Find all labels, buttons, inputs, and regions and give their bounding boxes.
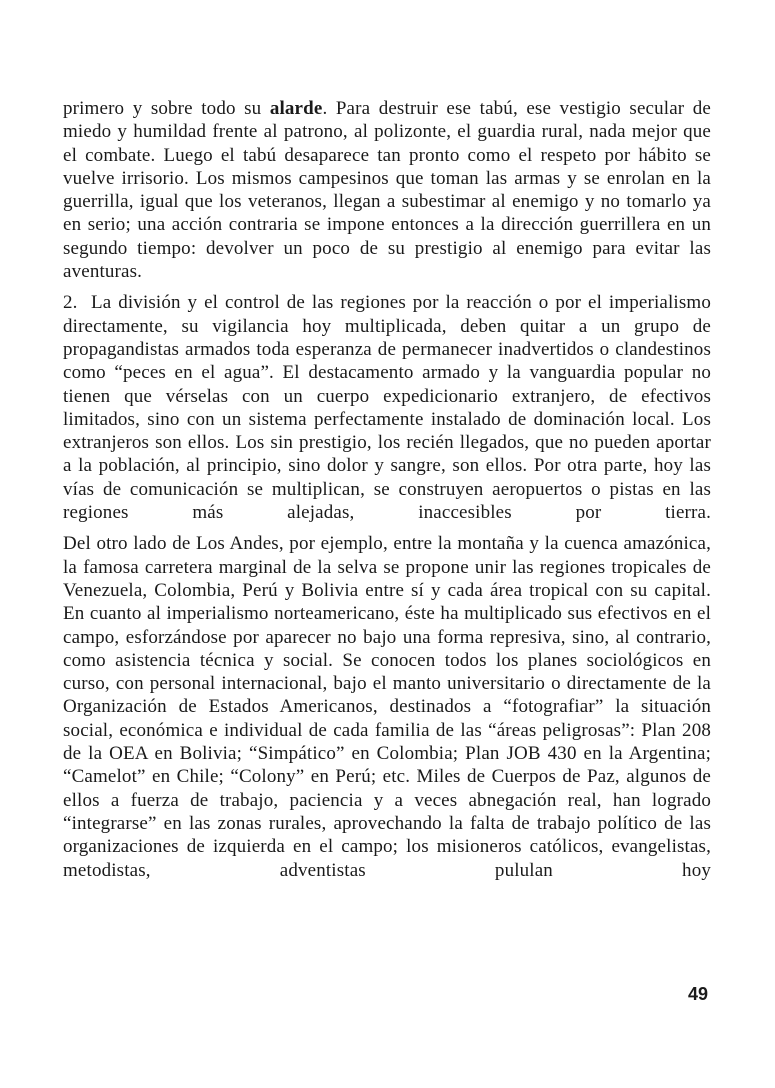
- paragraph-1-lead: primero y sobre todo su: [63, 98, 270, 119]
- paragraph-2-text: La división y el control de las regiones por la reacción o por el imperialismo directamente, su vigilancia hoy multiplicada, deben quitar a un grupo de propagandistas armados toda esperanza de permanecer inadvertidos o clandestinos como “peces en el agua”. El destacamento armado y la vanguardia popular no tienen que vérselas con un cuerpo expedicionario extranjero, de efectivos limitados, sino con un sistema perfectamente instalado de dominación local. Los extranjeros son ellos. Los sin prestigio, los recién llegados, que no pueden aportar a la población, al principio, sino dolor y sangre, son ellos. Por otra parte, hoy las vías de comunicación se multiplican, se construyen aeropuertos o pistas en las regiones más alejadas, inaccesibles por tierra.: [63, 292, 711, 524]
- page-body: [63, 97, 711, 882]
- paragraph-3: [63, 532, 711, 881]
- paragraph-2: [63, 291, 711, 524]
- paragraph-1-emphasis: alarde: [269, 98, 323, 119]
- page-number: 49: [688, 984, 709, 1004]
- paragraph-1-rest: . Para destruir ese tabú, ese vestigio secular de miedo y humildad frente al patrono, al polizonte, el guardia rural, nada mejor que el combate. Luego el tabú desaparece tan pronto como el respeto por hábito se vuelve irrisorio. Los mismos campesinos que toman las armas y se enrolan en la guerrilla, igual que los veteranos, llegan a subestimar al enemigo y no tomarlo ya en serio; una acción contraria se impone entonces a la dirección guerrillera en un segundo tiempo: devolver un poco de su prestigio al enemigo para evitar las aventuras.: [63, 98, 711, 283]
- paragraph-gap: [63, 524, 711, 532]
- paragraph-gap: [63, 283, 711, 291]
- paragraph-1: [63, 97, 711, 283]
- paragraph-3-text: Del otro lado de Los Andes, por ejemplo, entre la montaña y la cuenca amazónica, la famosa carretera marginal de la selva se propone unir las regiones tropicales de Venezuela, Colombia, Perú y Bolivia entre sí y cada área tropical con su capital. En cuanto al imperialismo norteamericano, éste ha multiplicado sus efectivos en el campo, esforzándose por aparecer no bajo una forma represiva, sino, al contrario, como asistencia técnica y social. Se conocen todos los planes sociológicos en curso, con personal internacional, bajo el manto universitario o directamente de la Organización de Estados Americanos, destinados a “fotografiar” la situación social, económica e individual de cada familia de las “áreas peligrosas”: Plan 208 de la OEA en Bolivia; “Simpático” en Colombia; Plan JOB 430 en la Argentina; “Camelot” en Chile; “Colony” en Perú; etc. Miles de Cuerpos de Paz, algunos de ellos a fuerza de trabajo, paciencia y a veces abnegación real, han logrado “integrarse” en las zonas rurales, aprovechando la falta de trabajo político de las organizaciones de izquierda en el campo; los misioneros católicos, evangelistas, metodistas, adventistas pululan hoy: [63, 533, 711, 881]
- paragraph-2-number: 2.: [63, 292, 78, 314]
